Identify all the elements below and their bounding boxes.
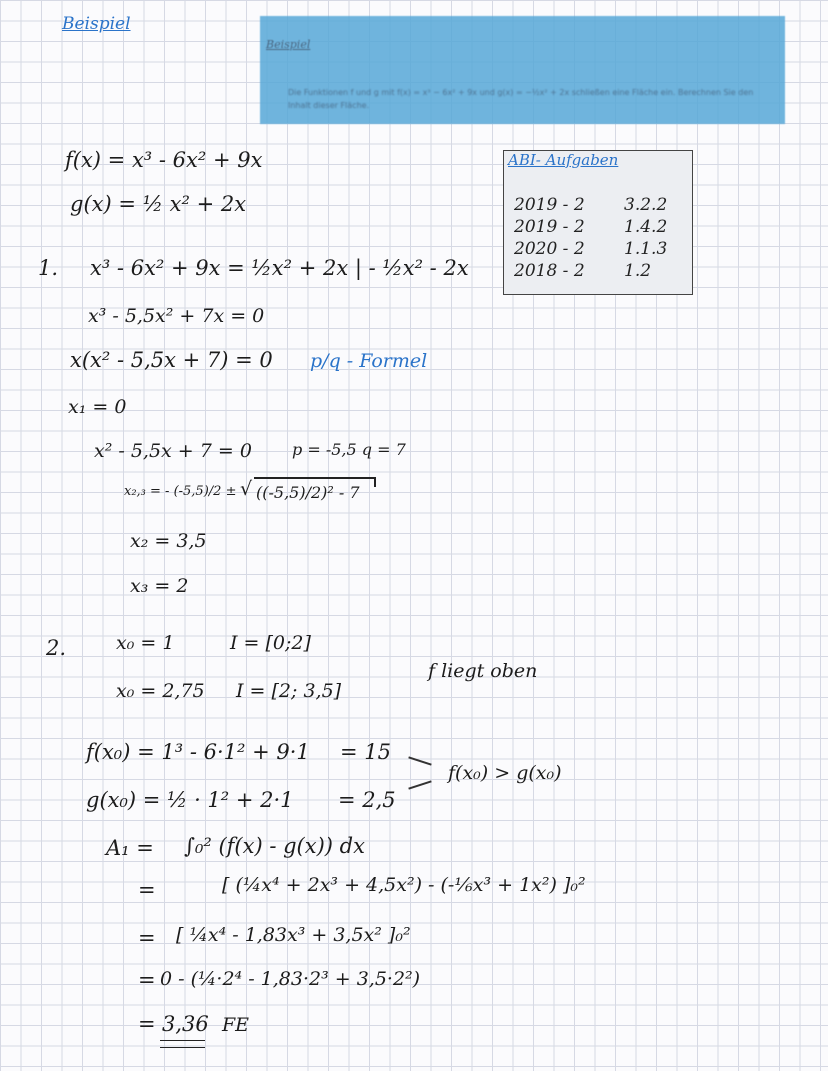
sqrt-bar (254, 477, 374, 479)
fx0: f(x₀) = 1³ - 6·1² + 9·1 (86, 740, 310, 764)
step1-eq4: x² - 5,5x + 7 = 0 (94, 440, 252, 462)
line4: 0 - (¼·2⁴ - 1,83·2³ + 3,5·2²) (160, 968, 421, 990)
step1-eq2: x³ - 5,5x² + 7x = 0 (88, 305, 265, 327)
x0b: x₀ = 2,75 (116, 680, 205, 702)
sqrt-tick (374, 477, 376, 487)
abi-year: 2020 - 2 (514, 239, 585, 259)
abi-title: ABI- Aufgaben (508, 151, 619, 169)
step1-number: 1. (38, 256, 59, 280)
root-expr: ((-5,5)/2)² - 7 (256, 483, 360, 502)
x1: x₁ = 0 (68, 396, 127, 418)
arrow-icon (408, 780, 431, 789)
x0a: x₀ = 1 (116, 632, 175, 654)
integral: ∫₀² (f(x) - g(x)) dx (184, 834, 365, 858)
compare: f(x₀) > g(x₀) (448, 762, 562, 784)
pq-values: p = -5,5 q = 7 (292, 440, 406, 459)
def-f: f(x) = x³ - 6x² + 9x (65, 148, 263, 172)
arrow-icon (408, 756, 431, 765)
area-label: A₁ = (106, 836, 154, 860)
abi-task: 1.1.3 (624, 239, 668, 259)
gx0-value: = 2,5 (338, 788, 396, 812)
eq-sign: = (138, 1012, 156, 1036)
title: Beispiel (62, 14, 131, 34)
task-text: Die Funktionen f und g mit f(x) = x³ − 6x² + 9x und g(x) = −½x² + 2x schließen eine Fläche ein. Berechnen Sie den Inhalt dieser Fläche. (288, 88, 754, 110)
abi-row (514, 261, 684, 280)
step2-number: 2. (46, 636, 67, 660)
step1-eq1: x³ - 6x² + 9x = ½x² + 2x | - ½x² - 2x (90, 256, 469, 280)
eq-sign: = (138, 926, 156, 950)
abi-box (503, 150, 693, 295)
abi-row (514, 195, 684, 214)
abi-task: 3.2.2 (624, 195, 668, 215)
line3: [ ¼x⁴ - 1,83x³ + 3,5x² ]₀² (176, 924, 411, 946)
abi-year: 2019 - 2 (514, 195, 585, 215)
abi-task: 1.2 (624, 261, 652, 281)
eq-sign: = (138, 968, 156, 992)
abi-year: 2018 - 2 (514, 261, 585, 281)
task-box (260, 16, 785, 124)
x3: x₃ = 2 (130, 575, 189, 597)
x2: x₂ = 3,5 (130, 530, 207, 552)
task-title: Beispiel (266, 38, 311, 51)
note-f-oben: f liegt oben (428, 660, 538, 682)
unit: FE (222, 1014, 250, 1036)
interval-a: I = [0;2] (230, 632, 311, 654)
eq-sign: = (138, 878, 156, 902)
def-g: g(x) = ½ x² + 2x (70, 192, 247, 216)
abi-row (514, 217, 684, 236)
gx0: g(x₀) = ½ · 1² + 2·1 (86, 788, 294, 812)
interval-b: I = [2; 3,5] (236, 680, 342, 702)
pq-label: p/q - Formel (310, 350, 428, 372)
abi-task: 1.4.2 (624, 217, 668, 237)
abi-row (514, 239, 684, 258)
step1-eq3: x(x² - 5,5x + 7) = 0 (70, 348, 273, 372)
sqrt-icon: √ (240, 478, 253, 500)
result-underline (160, 1040, 205, 1048)
fx0-value: = 15 (340, 740, 391, 764)
abi-year: 2019 - 2 (514, 217, 585, 237)
result: 3,36 (162, 1012, 209, 1036)
line2: [ (¼x⁴ + 2x³ + 4,5x²) - (-⅙x³ + 1x²) ]₀² (222, 874, 586, 896)
x23: x₂,₃ = - (-5,5)/2 ± (124, 484, 237, 499)
